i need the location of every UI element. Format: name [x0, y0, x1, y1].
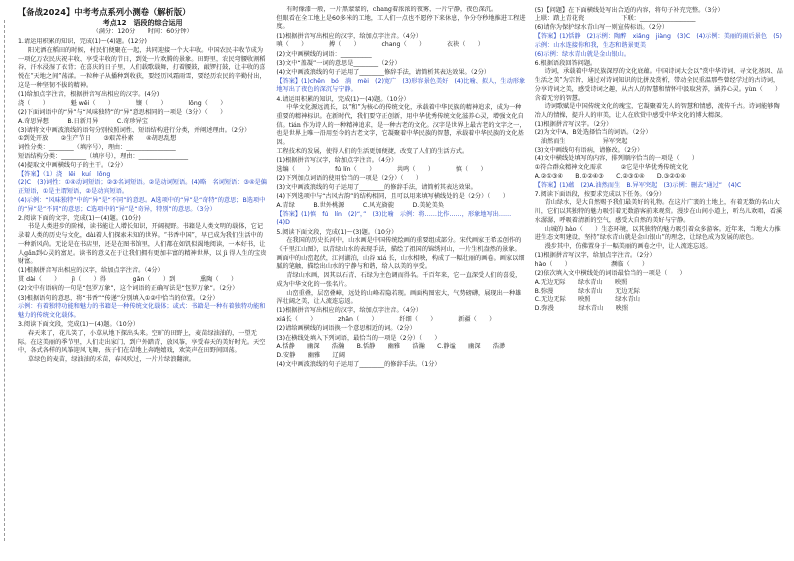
question-line: (2)下面词语中的“异”与“风味独特”的“异”意思相同的一项是（3分）（ ） — [18, 108, 227, 116]
passage-paragraph: 青绿山水画，因其以石青、石绿为主色调而得名。千百年来，它一直深受人们的喜爱，成为中华文化的一张名片。 — [276, 272, 522, 288]
text-line: C.无边无际 映照 绿水青山 — [534, 296, 640, 304]
text-line: hào（ ） 濒临（ ） — [534, 260, 649, 268]
text-line: D.弥漫 绿水青山 映照 — [534, 304, 629, 312]
passage-paragraph: 草绿色的麦苗，绿油油的禾苗，春风吹过，一片片绿浪翻滚。 — [27, 356, 195, 364]
question-line: 4.请运用积累的知识，完成(1)～(4)题。（10分） — [276, 95, 410, 103]
question-line: (3)根据语句的意思，将“书香”“传递”分别填入①②中恰当的位置。（2分） — [18, 294, 219, 302]
question-line: (1)根据拼音写出相应的汉字，给加点字注音。（4分） — [276, 307, 423, 315]
question-line: 7.阅读下面语段，按要求完成以下任务。（9分） — [534, 190, 666, 198]
answer-line: (4)示例：“风味独特”中的“异”是“不同”的意思。A选项中的“异”是“奇特”的意思；B选项中的“异”是“不同”的意思；C选项中的“异”是“奇异，特别”的意思。（3分） — [18, 196, 266, 213]
text-line: 浇（ ） 魁 wěi（ ） 镶（ ） lǒng（ ） — [18, 99, 227, 107]
question-line: (1)根据拼音写汉字，给加点字注音。（2分） — [534, 252, 656, 260]
question-line: (1)给加点字注音，根据拼音写出相应的汉字。(4分) — [18, 90, 160, 98]
question-line: (1)根据拼音写出相应的汉字，给加点字注音。（4分） — [276, 32, 423, 40]
text-line: 油然而生 异军突起 — [534, 138, 628, 146]
text-line: ①符合群众精神文化需求 ②它是中华优秀传统文化 — [534, 164, 689, 172]
passage-paragraph: 有时像漆一般，一片黑蒙蒙的，chang着浓浓的夜雾，一片宁静，夜色深沉。 — [286, 6, 498, 13]
question-line: (3)文中“盖凝”一词的意思是________（2分） — [276, 59, 401, 67]
question-line: (2)请给画横线的词语换一个意思相近的词。（2分） — [276, 325, 416, 333]
question-line: 1.请运用积累的知识，完成(1)～(4)题。(12分) — [18, 38, 147, 46]
question-line: (2)下列加点词语的使用恰当的一项是（2分）（ ） — [276, 174, 423, 182]
text-line: A.恬静 幽深 浩瀚 B.恬静 幽雅 浩瀚 C.静谧 幽深 浩渺 — [276, 343, 506, 351]
question-line: (6)请你为保护绿水青山写一则宣传标语。（2分） — [534, 24, 669, 32]
answer-line: 【答案】(1)慎 fú lín (2)“，” (3)比喻 示例：将……比作……，形象地写出…… (4)D — [276, 210, 518, 227]
passage-paragraph: 山城的 hào（ ）生态环境，以其独特的魅力吸引着众多游客。近年来，当地大力推进生态文明建设，坚持“绿水青山就是金山银山”的理念，让绿色成为发展的底色。 — [534, 225, 781, 242]
question-line: 2.阅读下面的文字，完成(1)～(4)题。(10分) — [18, 214, 141, 222]
column-1 — [18, 6, 267, 555]
text-line: 嗔（ ） 搏（ ） chang（ ） 衣袂（ ） — [276, 41, 484, 49]
column-1-body — [18, 38, 267, 365]
question-line: (3)在横线处填入下列词语，最恰当的一项是（2分）（ ） — [276, 334, 441, 342]
passage-paragraph: 诗词，承载着中华民族深厚的文化底蕴。中国诗词大会以“赏中华诗词、寻文化基因、品生活之美”为宗旨，通过对诗词知识的比拼及赏析，带动全民重温那些曾经学过的古诗词，分享诗词之美，感受诗词之趣，从古人的智慧和情怀中汲取营养，涵养心灵。yùn（ ）含着无穷的智慧。 — [534, 68, 783, 102]
question-line: (1)根据拼音写出相应的汉字，给加点字注音。（4分） — [18, 267, 164, 275]
question-line: 6.根据语段回答问题。 — [534, 59, 597, 67]
text-line: A.②①③④ B.①②④③ C.②③①④ D.③②①④ — [534, 172, 686, 180]
column-2-body — [276, 6, 525, 370]
text-line: (2)为文中A、B处选择恰当的词语。（2分） — [534, 129, 652, 137]
passage-paragraph: 山峦重叠，层峦叠嶂，远处的山峰若隐若现。画面构图宏大，气势磅礴，展现出一种雄浑壮阔之美，让人流连忘返。 — [276, 289, 522, 306]
text-line: 词性分类：________（填序号），理由：________________ — [18, 144, 176, 152]
text-line: A.奇思异想 B.日新月异 C.奇珍异宝 — [18, 117, 148, 125]
passage-paragraph: 春天来了，花儿笑了，小草从地下探出头来。空旷的田野上，麦苗绿油油的，一望无际。在这美丽的季节里，人们走出家门，到户外踏青，放风筝，享受春天的美好时光。天空中，各式各样的风筝迎风飞舞，孩子们在草地上奔跑嬉戏，欢笑声在田野间回荡。 — [18, 329, 266, 355]
text-line: 但眼看在全工地上是60多米的工地，工人们一点也不愿停下来休息，争分夺秒地推进工程进度。 — [276, 14, 526, 31]
passage-paragraph: 漫步其中，仿佛置身于一幅美丽的画卷之中，让人流连忘返。 — [544, 242, 712, 250]
text-line: 上联：踏上青花瓷 下联：__________________ — [534, 15, 696, 23]
text-line: B.弥漫 绿水青山 无边无际 — [534, 287, 640, 295]
answer-line: 【答案】（1）浇 lěi kuí lǒng — [18, 170, 111, 178]
question-line: (3)请将文中画波浪线的语句分别按照词性、短语结构进行分类，并阐述理由。（2分） — [18, 126, 251, 134]
answer-line: 【答案】(1)chēn bó 淌 mèi (2)宽广 (3)形容景色美好 (4)比喻、拟人，生动形象地写出了夜色的深沉与宁静。 — [276, 77, 526, 94]
text-line: ①到处开放 ②生产节日 ③艰苦朴素 ④胡思乱想 — [18, 135, 177, 143]
answer-line: 示例：有着独特功能和魅力的书籍是一种传统文化载体；或式：书籍是一种有着独特功能和魅力的传统文化载体。 — [18, 303, 266, 319]
passage-paragraph: 书是人类进步的阶梯，读书能让人增长知识，开阔视野。书籍是人类文明的载体，它记录着人类的历史与文化，dài着人们探索未知的世界。“书香中国”，早已成为我们生活中的一种新风尚。无论是在书店里，还是在图书馆里，人们都在如饥似渴地阅读，一本好书，让人gǎn到心灵的富足。读书的意义在于让我们拥有更加丰富的精神世界，以 jì 得人生的宝贵财富。 — [18, 223, 267, 266]
question-line: (2)文中有语病的一句是“包罗万象”，这个词语的正确写法是“包罗万象”。（2分） — [18, 285, 239, 293]
question-line: 3.阅读下面文段，完成(1)～(4)题。（10分） — [18, 321, 140, 329]
text-line: (1)根据拼音写汉字。（2分） — [534, 120, 613, 128]
exam-subtitle: 考点12 语段的综合运用 — [102, 19, 183, 27]
column-3 — [535, 6, 784, 555]
exam-title: 【备战2024】中考考点系列小测卷（解析版） — [18, 7, 191, 17]
text-line: 贯 dài（ ） jì（ ）得 gǎn（ ）到 熏陶（ ） — [18, 276, 238, 284]
question-line: (4)提取文中画横线句子的主干。（2分） — [18, 162, 127, 170]
column-3-body — [535, 6, 784, 314]
passage-paragraph: 青山绿水，是大自然赐予我们最美好的礼物。在这片广袤的土地上，有着无数的名山大川，它们以其独特的魅力吸引着无数游客前来观赏。漫步在山间小道上，听鸟儿欢唱，看溪水潺潺，呼吸着清新的空气，感受大自然的美好与宁静。 — [534, 199, 783, 224]
text-line: 工程技术的发展，使得人们的生活更加便捷，改变了人们的生活方式。 — [276, 147, 469, 155]
answer-line: 【答案】(1)蕴 (2)A.油然而生 B.异军突起 (3)示例：删去“通过” (4)C — [534, 181, 742, 189]
passage-paragraph: 中华文化源远流长，以“和”为核心的传统文化，承载着中华民族的精神追求，成为一种重要的精神标识。在新时代，我们要守正创新，用中华优秀传统文化滋养心灵，增强文化自信。tián 作为诗人的一种精神追求，是一种古老的文化。汉字是世界上最古老的文字之一，也是世界上唯一沿用至今的古老文字，它凝聚着中华民族的智慧，承载着中华民族的文化基因。 — [276, 104, 526, 147]
exam-meta: （满分：120分 时间：60分钟） — [92, 28, 193, 35]
question-line: (2)文中画横线的词语：__________ — [276, 50, 372, 58]
question-line: 5.阅读下面文段，完成(1)～(3)题。（10分） — [276, 228, 398, 236]
question-line: (2)依次填入文中横线处的词语最恰当的一项是（ ） — [534, 270, 686, 278]
question-line: (4)下列选项中与“古风古韵”的结构相同，且可以用来填写横线处的是（2分）（ ） — [276, 193, 509, 201]
passage-paragraph: 在我国的历史长河中，山水画是中国传统绘画的重要组成部分。宋代画家王希孟创作的《千里江山图》，以青绿山水的表现手法，描绘了祖国的锦绣河山，一片生机盎然的景象。画面中的山峦起伏，江河湖泊，山谷 xiá 长，山水相映，构成了一幅壮丽的画卷。画家以细腻的笔触，描绘出山水的宁静与和谐，给人以美的享受。 — [276, 237, 525, 271]
text-line: A.青绿 B.世外桃源 C.风光旖旎 D.美轮美奂 — [276, 201, 444, 209]
column-2 — [276, 6, 525, 555]
question-line: (3)文中画波浪线的句子运用了________的修辞手法，请简析其表达效果。 — [276, 184, 477, 192]
text-line: xiá长（ ） zhān（ ） 纤细（ ） 新疆（ ） — [276, 316, 496, 324]
text-line: (3)文中画线句有语病，请修改。（2分） — [534, 146, 644, 154]
question-line: (4)文中画波浪线的句子运用了________的修辞手法。（1分） — [276, 361, 441, 369]
question-line: (1)根据拼音写汉字，给加点字注音。（4分） — [276, 156, 398, 164]
answer-line: 【答案】(1)恬静 (2)示例：陶醉 xiǎng jiàng (3)C (4)示例：美丽的雨后景色 (5)示例：山水连接你和我，生态和谐景更美 — [534, 33, 782, 49]
answer-line: (2)C (3)词性：①④动词短语；②③名词短语。②是动词短语。(4)略 名词短语：③④是偏正短语，①是主谓短语，②是动宾短语。 — [18, 179, 267, 196]
answer-line: (6)示例：绿水青山就是金山银山。 — [534, 50, 631, 58]
binding-line — [4, 20, 5, 541]
passage-paragraph: 诗词歌赋是中国传统文化的瑰宝，它凝聚着先人的智慧和情感，流传千古。诗词能够陶冶人的情操，提升人的审美，让人在欣赏中感受中华文化的博大精深。 — [534, 103, 780, 119]
text-line: (4)文中横线处填写的内容，排列顺序恰当的一项是（ ） — [534, 155, 699, 163]
text-line: 选编（ ） fú lín（ ） 共鸣（ ） 慎（ ） — [276, 165, 487, 173]
question-line: (4)文中画波浪线的句子运用了________修辞手法，请简析其表达效果。（2分） — [276, 68, 491, 76]
text-line: A.无边无际 绿水青山 映照 — [534, 278, 628, 286]
text-line: 短语结构分类：________（填序号），理由：________________ — [18, 152, 189, 160]
text-line: D.安静 幽雅 辽阔 — [276, 351, 345, 359]
passage-paragraph: 阳光洒在稻田的时候，村民们便聚在一起，共同迎接一个大丰收。中国农民丰收节成为一项亿万农民庆祝丰收、享受丰收的节日，到处一片欢腾的景象。田野里，农民弯腰收割稻谷，汗水浸湿了衣背；在喜庆的日子里，人们载歌载舞，打着腰鼓，敲锣打鼓，让丰收的喜悦在“天地之间”荡漾。一粒种子从播种到收获，要经历风霜雨雪，要经历农民的辛勤付出，这是一种坚韧不拔的精神。 — [18, 46, 266, 89]
question-line: (5)【问题】在下面横线处写出合适的内容，将句子补充完整。（3分） — [534, 6, 724, 14]
